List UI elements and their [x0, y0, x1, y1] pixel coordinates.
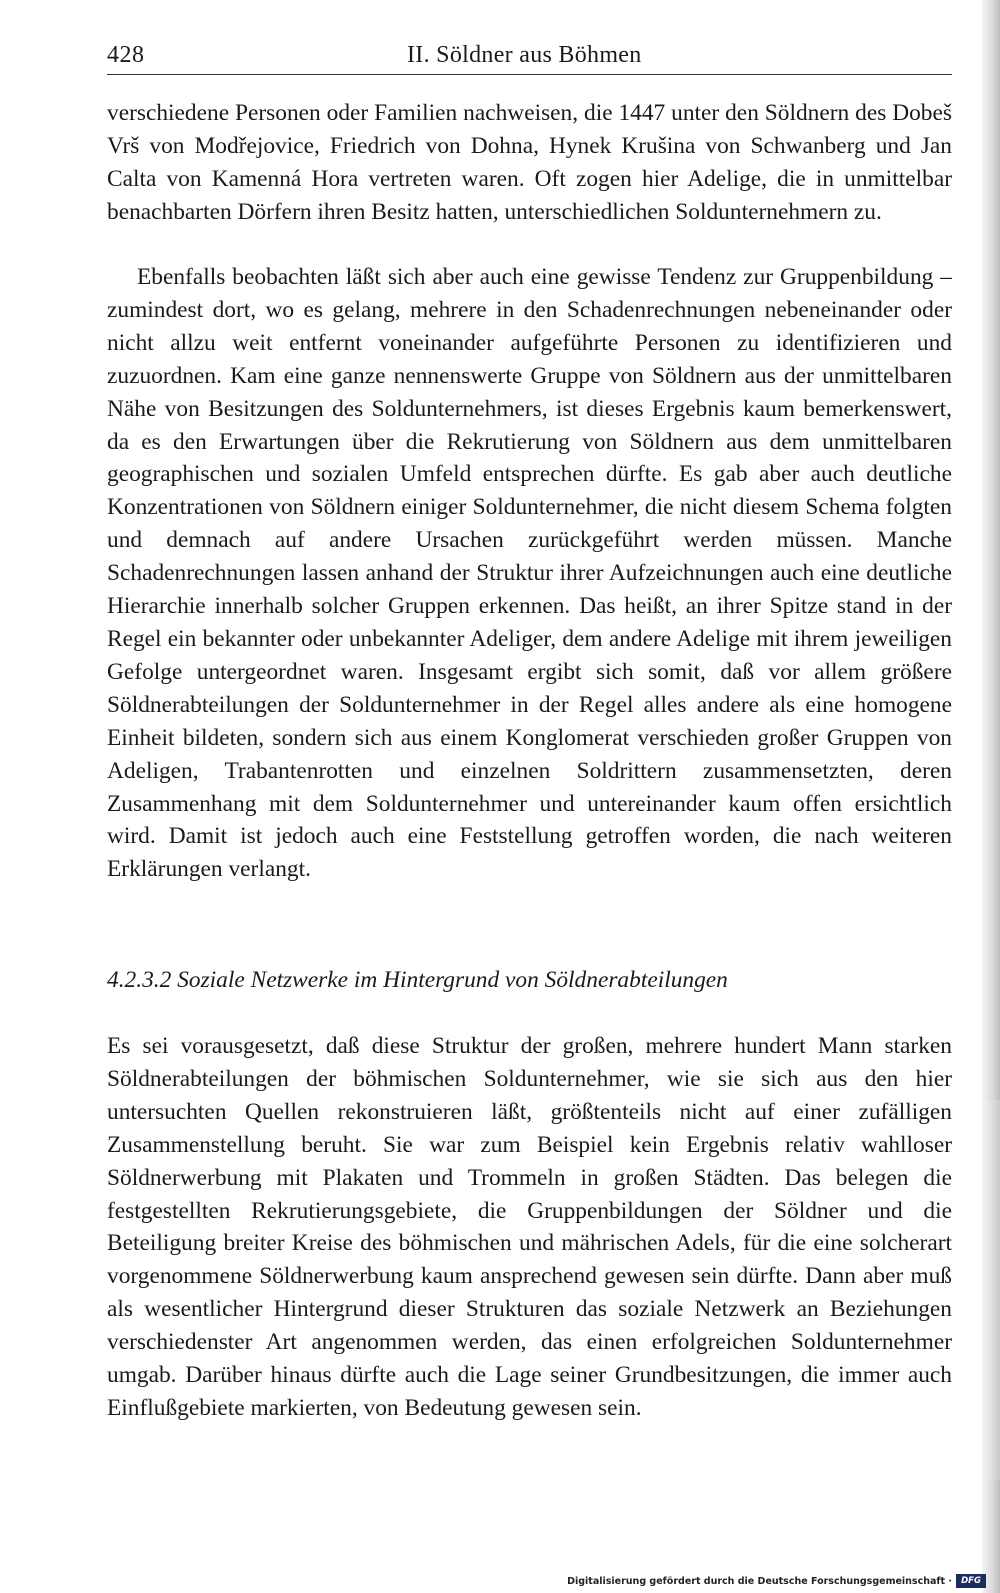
paragraph-text: Ebenfalls beobachten läßt sich aber auch eine gewisse Tendenz zur Gruppenbildung – zumindest dort, wo es gelang, mehrere in den Schadenrechnungen nebeneinander oder nicht allzu weit entfernt voneinander aufgeführte Personen zu identifizieren und zuzuordnen. Kam eine ganze nennenswerte Gruppe von Söldnern aus der unmittelbaren Nähe von Besitzungen des Soldunternehmers, ist dieses Ergebnis kaum bemerkenswert, da es den Erwartungen über die Rekrutierung von Söldnern aus dem unmittelbaren geographischen und sozialen Umfeld entsprechen dürfte. Es gab aber auch deutliche Konzentrationen von Söldnern einiger Soldunternehmer, die nicht diesem Schema folgten und demnach auf andere Ursachen zurückgeführt werden müssen. Manche Schadenrechnungen lassen anhand der Struktur ihrer Aufzeichnungen auch eine deutliche Hierarchie innerhalb solcher Gruppen erkennen. Das heißt, an ihrer Spitze stand in der Regel ein bekannter oder unbekannter Adeliger, dem andere Adelige mit ihrem jeweiligen Gefolge untergeordnet waren. Insgesamt ergibt sich somit, daß vor allem größere Söldnerabteilungen der Soldunternehmer in der Regel alles andere als eine homogene Einheit bildeten, sondern sich aus einem Konglomerat verschieden großer Gruppen von Adeligen, Trabantenrotten und einzelnen Soldrittern zusammensetzten, deren Zusammenhang mit dem Soldunternehmer und untereinander kaum offen ersichtlich wird. Damit ist jedoch auch eine Feststellung getroffen worden, die nach weiteren Erklärungen verlangt. — [107, 264, 952, 883]
section-heading: 4.2.3.2 Soziale Netzwerke im Hintergrund von Söldnerabteilungen — [107, 967, 728, 993]
digitization-credit: Digitalisierung gefördert durch die Deutsche Forschungsgemeinschaft · — [567, 1576, 952, 1587]
paragraph-text: verschiedene Personen oder Familien nachweisen, die 1447 unter den Söldnern des Dobeš Vrš von Modřejovice, Friedrich von Dohna, Hynek Krušina von Schwanberg und Jan Calta von Kamenná Hora vertreten waren. Oft zogen hier Adelige, die in unmittelbar benachbarten Dörfern ihren Besitz hatten, unterschiedlichen Soldunternehmern zu. — [107, 100, 952, 225]
page-number: 428 — [107, 42, 145, 68]
dfg-logo: DFG — [956, 1574, 986, 1588]
body-paragraph-2 — [107, 261, 952, 886]
running-header — [107, 38, 952, 75]
page-edge-shadow-lower — [986, 1100, 1000, 1480]
body-paragraph-1 — [107, 97, 952, 229]
paragraph-text: Es sei vorausgesetzt, daß diese Struktur der großen, mehrere hundert Mann starken Söldnerabteilungen der böhmischen Soldunternehmer, wie sie sich aus den hier untersuchten Quellen rekonstruieren läßt, größtenteils nicht auf einer zufälligen Zusammenstellung beruht. Sie war zum Beispiel kein Ergebnis relativ wahlloser Söldnerwerbung mit Plakaten und Trommeln in großen Städten. Das belegen die festgestellten Rekrutierungsgebiete, die Gruppenbildungen der Söldner und die Beteiligung breiter Kreise des böhmischen und mährischen Adels, für die eine solcherart vorgenommene Söldnerwerbung kaum ansprechend gewesen sein dürfte. Dann aber muß als wesentlicher Hintergrund dieser Strukturen das soziale Netzwerk an Beziehungen verschiedenster Art angenommen werden, das einen erfolgreichen Soldunternehmer umgab. Darüber hinaus dürfte auch die Lage seiner Grundbesitzungen, die immer auch Einflußgebiete markierten, von Bedeutung gewesen sein. — [107, 1033, 952, 1421]
running-head-title: II. Söldner aus Böhmen — [407, 42, 642, 68]
body-paragraph-3 — [107, 1030, 952, 1425]
